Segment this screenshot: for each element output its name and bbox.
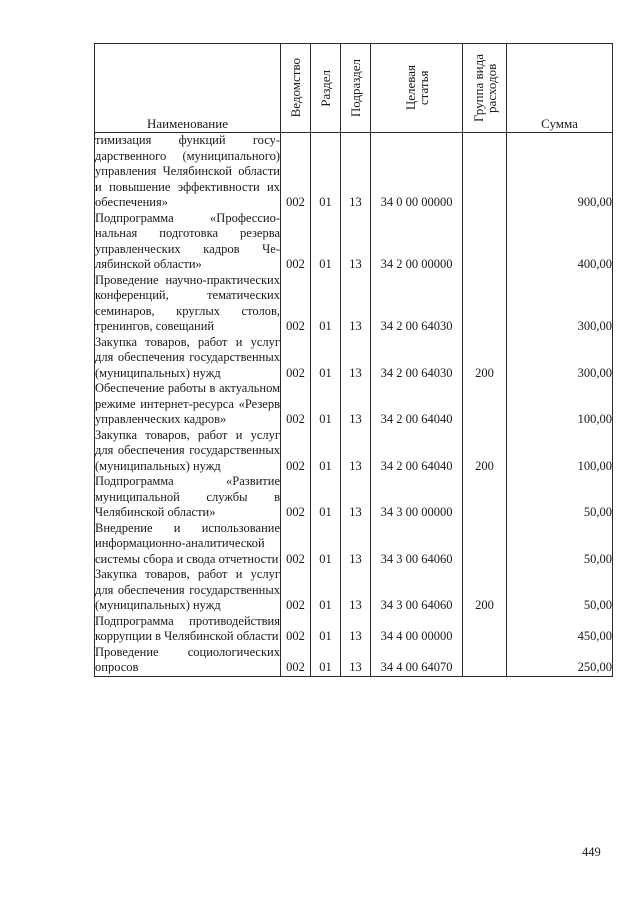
row-ved: 002	[281, 133, 311, 211]
row-target: 34 4 00 00000	[371, 614, 463, 645]
row-group: 200	[463, 567, 507, 614]
table-row	[95, 521, 613, 568]
page-number: 449	[582, 845, 601, 859]
row-razd: 01	[311, 273, 341, 335]
row-group	[463, 614, 507, 645]
row-name: Закупка товаров, работ и услуг для обеспечения государственных (муниципальных) нужд	[95, 567, 280, 612]
row-target: 34 2 00 64030	[371, 335, 463, 382]
row-sum: 50,00	[507, 521, 613, 568]
row-podr: 13	[341, 133, 371, 211]
row-ved: 002	[281, 474, 311, 521]
table-row	[95, 273, 613, 335]
row-podr: 13	[341, 474, 371, 521]
row-razd: 01	[311, 521, 341, 568]
row-group	[463, 381, 507, 428]
row-target: 34 2 00 00000	[371, 211, 463, 273]
row-group: 200	[463, 428, 507, 475]
table-header-row	[95, 44, 613, 133]
row-name: Подпрограмма «Развитие муниципальной службы в Челябинской области»	[95, 474, 280, 519]
row-razd: 01	[311, 428, 341, 475]
row-razd: 01	[311, 335, 341, 382]
row-name: Подпрограмма «Профессиональная подготовка резерва управленческих кадров Челябинской области»	[95, 210, 280, 271]
row-podr: 13	[341, 521, 371, 568]
row-razd: 01	[311, 381, 341, 428]
header-vedomstvo: Ведомство	[281, 44, 311, 133]
row-sum: 900,00	[507, 133, 613, 211]
table-row	[95, 567, 613, 614]
header-name: Наименование	[95, 44, 281, 133]
table-row	[95, 133, 613, 211]
row-name: Подпрограмма противодействия коррупции в Челябинской области	[95, 613, 280, 643]
row-podr: 13	[341, 381, 371, 428]
table-row	[95, 381, 613, 428]
row-razd: 01	[311, 211, 341, 273]
row-sum: 50,00	[507, 567, 613, 614]
row-group: 200	[463, 335, 507, 382]
row-ved: 002	[281, 614, 311, 645]
row-sum: 450,00	[507, 614, 613, 645]
row-name: Закупка товаров, работ и услуг для обеспечения государственных (муниципальных) нужд	[95, 427, 280, 473]
table-row	[95, 211, 613, 273]
row-target: 34 3 00 00000	[371, 474, 463, 521]
row-group	[463, 645, 507, 677]
row-group	[463, 474, 507, 521]
row-sum: 100,00	[507, 381, 613, 428]
row-podr: 13	[341, 567, 371, 614]
row-ved: 002	[281, 381, 311, 428]
row-sum: 50,00	[507, 474, 613, 521]
row-sum: 400,00	[507, 211, 613, 273]
row-podr: 13	[341, 211, 371, 273]
row-name: Обеспечение работы в актуальном режиме интернет-ресурса «Резерв управленческих кадров»	[95, 381, 280, 426]
row-ved: 002	[281, 273, 311, 335]
table-row	[95, 614, 613, 645]
table-row	[95, 428, 613, 475]
row-name: тимизация функций государственного (муниципального) управления Челябинской области и повышение эффективности их обеспечения»	[95, 133, 280, 209]
table-body	[95, 133, 613, 677]
row-sum: 300,00	[507, 335, 613, 382]
row-target: 34 0 00 00000	[371, 133, 463, 211]
row-target: 34 2 00 64040	[371, 428, 463, 475]
header-expense-group: Группа вида расходов	[463, 44, 507, 133]
row-razd: 01	[311, 133, 341, 211]
row-ved: 002	[281, 567, 311, 614]
row-group	[463, 133, 507, 211]
row-sum: 300,00	[507, 273, 613, 335]
row-group	[463, 211, 507, 273]
table-row	[95, 645, 613, 677]
row-podr: 13	[341, 428, 371, 475]
row-target: 34 3 00 64060	[371, 521, 463, 568]
row-ved: 002	[281, 428, 311, 475]
row-sum: 100,00	[507, 428, 613, 475]
row-name: Внедрение и использование информационно-аналитической системы сбора и свода отчетности	[95, 520, 280, 566]
row-razd: 01	[311, 614, 341, 645]
table-row	[95, 474, 613, 521]
row-ved: 002	[281, 211, 311, 273]
row-razd: 01	[311, 645, 341, 677]
header-podrazdel: Подраздел	[341, 44, 371, 133]
row-podr: 13	[341, 273, 371, 335]
row-name: Закупка товаров, работ и услуг для обеспечения государственных (муниципальных) нужд	[95, 334, 280, 380]
row-ved: 002	[281, 521, 311, 568]
header-target-article: Целевая статья	[371, 44, 463, 133]
row-target: 34 3 00 64060	[371, 567, 463, 614]
table-row	[95, 335, 613, 382]
row-podr: 13	[341, 614, 371, 645]
row-group	[463, 273, 507, 335]
row-name: Проведение социологических опросов	[95, 644, 280, 674]
row-target: 34 2 00 64030	[371, 273, 463, 335]
row-razd: 01	[311, 474, 341, 521]
row-podr: 13	[341, 335, 371, 382]
row-target: 34 4 00 64070	[371, 645, 463, 677]
row-target: 34 2 00 64040	[371, 381, 463, 428]
row-sum: 250,00	[507, 645, 613, 677]
row-razd: 01	[311, 567, 341, 614]
header-sum: Сумма	[507, 44, 613, 133]
header-razdel: Раздел	[311, 44, 341, 133]
row-podr: 13	[341, 645, 371, 677]
row-group	[463, 521, 507, 568]
row-name: Проведение научно-практических конференций, тематических семинаров, круглых столов, тренингов, совещаний	[95, 272, 280, 333]
budget-table	[94, 43, 613, 677]
row-ved: 002	[281, 335, 311, 382]
row-ved: 002	[281, 645, 311, 677]
